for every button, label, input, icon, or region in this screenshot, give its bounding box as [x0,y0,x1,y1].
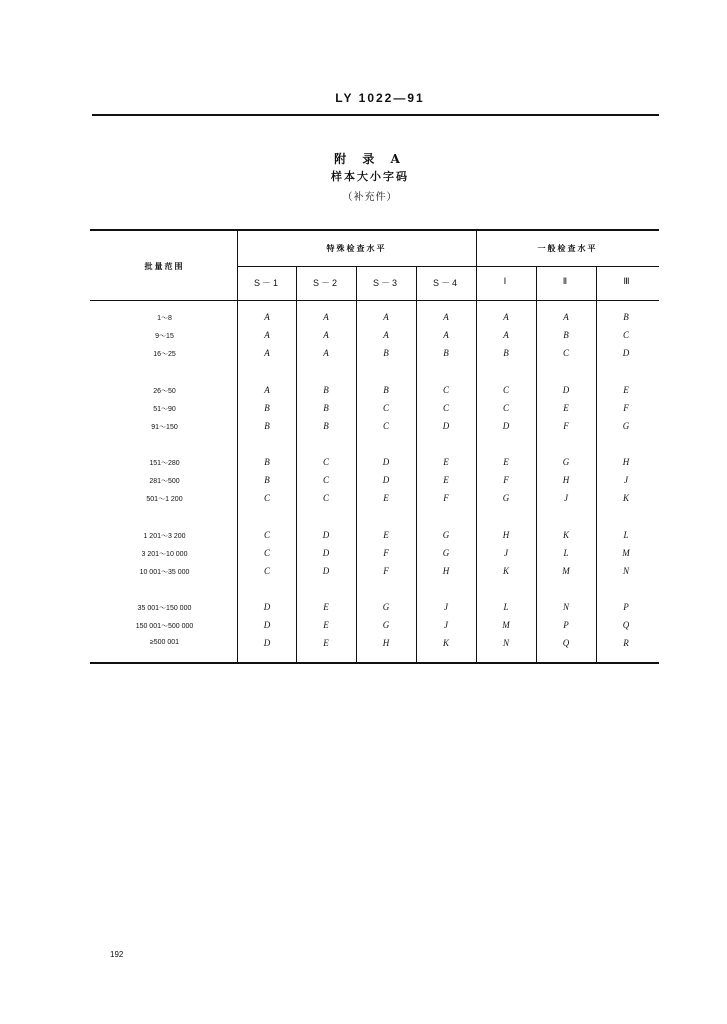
code-letter: H [502,530,510,540]
code-letter: G [382,620,390,630]
code-letter: L [503,602,509,612]
code-letter: B [264,421,270,431]
code-letter: N [502,638,509,648]
code-letter: M [562,566,570,576]
code-letter: G [382,602,390,612]
code-letter: F [503,475,509,485]
code-letter: N [562,602,569,612]
code-letter: C [382,403,389,413]
code-letter: C [322,457,329,467]
code-letter: E [323,620,329,630]
code-letter: G [502,493,510,503]
lot-size-range: 26～50 [153,388,176,395]
code-letter: B [383,385,389,395]
code-letter: R [623,638,629,648]
code-letter: A [264,312,270,322]
code-letter: C [322,493,329,503]
code-letter: L [623,530,629,540]
code-letter: E [383,493,389,503]
code-letter: A [264,385,270,395]
code-letter: K [502,566,509,576]
table-bottom-rule [90,662,659,664]
code-letter: E [323,638,329,648]
code-letter: C [622,330,629,340]
code-letter: P [563,620,569,630]
code-letter: D [382,475,390,485]
code-letter: C [263,530,270,540]
column-header-level-1: Ⅰ [503,276,509,286]
code-letter: C [263,548,270,558]
code-letter: C [502,403,509,413]
code-letter: K [442,638,449,648]
code-letter: E [503,457,509,467]
code-letter: D [442,421,450,431]
column-header-level-2: Ⅱ [562,276,570,286]
code-letter: B [264,403,270,413]
code-letter: A [503,312,509,322]
code-letter: B [563,330,569,340]
code-letter: G [622,421,630,431]
code-letter: B [264,475,270,485]
code-letter: J [444,602,448,612]
code-letter: F [383,566,389,576]
code-letter: H [622,457,630,467]
code-letter: E [623,385,629,395]
code-letter: A [383,330,389,340]
code-letter: F [623,403,629,413]
column-header-s3: S－3 [372,278,399,288]
code-letter: B [323,385,329,395]
code-letter: Q [562,638,570,648]
code-letter: J [624,475,628,485]
code-letter: F [563,421,569,431]
code-letter: D [382,457,390,467]
lot-size-range: 151～280 [149,460,180,467]
code-letter: M [622,548,630,558]
code-letter: A [563,312,569,322]
code-letter: C [322,475,329,485]
code-letter: H [382,638,390,648]
lot-size-range: 9～15 [155,333,174,340]
row-header-label: 批量范围 [144,261,185,271]
lot-size-range: 1 201～3 200 [143,533,186,540]
code-letter: B [503,348,509,358]
code-letter: C [502,385,509,395]
code-letter: D [502,421,510,431]
code-letter: A [443,312,449,322]
special-level-group-header: 特殊检查水平 [326,243,387,253]
lot-size-range: 91～150 [151,424,178,431]
code-letter: C [442,385,449,395]
appendix-subtitle: 样本大小字码 [331,170,409,183]
lot-size-range: 10 001～35 000 [139,569,190,576]
code-letter: N [622,566,629,576]
column-header-level-3: Ⅲ [623,276,632,286]
appendix-note: （补充件） [342,192,398,203]
lot-size-range: 1～8 [157,315,172,322]
code-letter: B [323,421,329,431]
code-letter: K [622,493,629,503]
lot-size-range: ≥500 001 [149,639,180,646]
code-letter: C [442,403,449,413]
code-letter: G [562,457,570,467]
code-letter: C [263,566,270,576]
code-letter: A [323,330,329,340]
table-top-rule [90,229,659,231]
table-header-bottom-rule [90,300,659,301]
code-letter: Q [622,620,630,630]
code-letter: D [562,385,570,395]
header-rule [92,114,659,116]
lot-size-range: 35 001～150 000 [137,605,192,612]
code-letter: E [383,530,389,540]
code-letter: B [383,348,389,358]
code-letter: F [443,493,449,503]
code-letter: B [264,457,270,467]
code-letter: B [323,403,329,413]
code-letter: J [444,620,448,630]
document-code: LY 1022—91 [335,91,425,105]
code-letter: H [442,566,450,576]
code-letter: M [502,620,510,630]
code-letter: D [263,638,271,648]
table-vrule [237,230,238,663]
code-letter: G [442,548,450,558]
general-level-group-header: 一般检查水平 [537,243,598,253]
table-vrule [476,230,477,663]
code-letter: J [504,548,508,558]
code-letter: K [562,530,569,540]
column-header-s4: S－4 [432,278,459,288]
code-letter: H [562,475,570,485]
code-letter: A [383,312,389,322]
code-letter: A [264,348,270,358]
code-letter: A [503,330,509,340]
code-letter: D [322,530,330,540]
code-letter: E [443,457,449,467]
code-letter: P [623,602,629,612]
code-letter: A [443,330,449,340]
code-letter: D [622,348,630,358]
lot-size-range: 3 201～10 000 [141,551,188,558]
lot-size-range: 281～500 [149,478,180,485]
code-letter: E [563,403,569,413]
appendix-title: 附 录 A [334,152,406,166]
code-letter: C [263,493,270,503]
code-letter: G [442,530,450,540]
column-header-s2: S－2 [312,278,339,288]
code-letter: L [563,548,569,558]
code-letter: F [383,548,389,558]
lot-size-range: 501～1 200 [146,496,183,503]
lot-size-range: 150 001～500 000 [135,623,194,630]
code-letter: E [323,602,329,612]
code-letter: D [263,602,271,612]
column-header-s1: S－1 [253,278,280,288]
code-letter: C [562,348,569,358]
code-letter: A [323,348,329,358]
code-letter: A [323,312,329,322]
code-letter: B [443,348,449,358]
page-number: 192 [110,950,124,959]
code-letter: D [322,548,330,558]
code-letter: J [564,493,568,503]
code-letter: A [264,330,270,340]
code-letter: C [382,421,389,431]
code-letter: E [443,475,449,485]
lot-size-range: 16～25 [153,351,176,358]
code-letter: D [322,566,330,576]
lot-size-range: 51～90 [153,406,176,413]
code-letter: B [623,312,629,322]
code-letter: D [263,620,271,630]
